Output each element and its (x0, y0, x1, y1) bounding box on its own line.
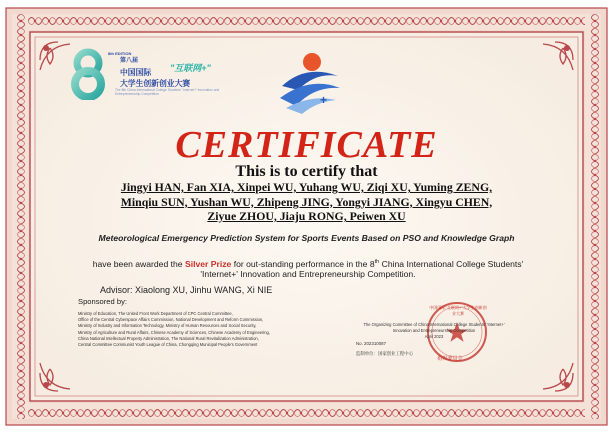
sponsored-label: Sponsored by: (78, 297, 127, 306)
competition-name-line1: 中国国际 (120, 68, 152, 77)
svg-text:+: + (320, 93, 328, 107)
sponsor-line: China National Intellectual Property Administration, The National Rural Revitalization Administration, (78, 335, 259, 341)
recipient-names-line-1: Jingyi HAN, Fan XIA, Xinpei WU, Yuhang WU, Ziqi XU, Yuming ZENG, (120, 180, 493, 194)
recipient-names-line-3: Ziyue ZHOU, Jiaju RONG, Peiwen XU (207, 209, 406, 223)
project-title: Meteorological Emergency Prediction System for Sports Events Based on PSO and Knowledge Graph (98, 233, 515, 243)
sponsor-line: Ministry of Agriculture and Rural Affairs, Chinese Academy of Sciences, Chinese Academy of Engineering, (78, 329, 270, 335)
award-statement (88, 257, 528, 280)
certificate-number: No. 202310087 (356, 341, 387, 346)
award-sup: th (374, 259, 380, 265)
organizing-committee-name: The Organizing Committee of China International College Students' 'Internet+' Innovation and Entrepreneurship Competition (363, 322, 505, 333)
competition-slogan: "互联网+" (170, 63, 211, 73)
competition-8-logo-icon (62, 48, 114, 100)
competition-subtitle-en: The 8th China International College Students' 'Internet+' Innovation and Entrepreneurship Competition (115, 88, 220, 96)
sponsor-line: Ministry of Education, The United Front Work Department of CPC Central Committee, (78, 311, 233, 316)
certify-line: This is to certify that (235, 163, 378, 180)
verification-unit: 监制单位：国家创业工程中心 (356, 351, 414, 356)
competition-emblem-icon (276, 46, 344, 118)
recipient-names-line-2: Minqiu SUN, Yushan WU, Zhipeng JING, Yongyi JIANG, Xingyu CHEN, (120, 194, 493, 209)
sponsor-line: Ministry of Industry and Information Technology, Ministry of Human Resources and Social Security, (78, 323, 257, 329)
organizing-committee (354, 322, 514, 340)
certificate-title: CERTIFICATE (175, 124, 438, 166)
award-prefix: have been awarded the (92, 258, 185, 269)
advisor-names: Xiaolong XU, Jinhu WANG, Xi NIE (135, 285, 273, 295)
seal-text-bottom: 组织委员会 (437, 356, 463, 362)
competition-edition-cn: 第八届 (120, 58, 139, 64)
sponsor-line: Office of the Central Cyberspace Affairs Commission, National Development and Reform Commission, (78, 317, 264, 323)
sponsor-list (78, 311, 363, 348)
prize-name: Silver Prize (184, 258, 232, 269)
recipient-names (90, 180, 523, 224)
advisor-label: Advisor: (100, 285, 136, 295)
advisor-line (100, 285, 272, 295)
sponsor-line: Central Committee Communist Youth League of China, Chongqing Municipal People's Government (78, 342, 258, 348)
competition-edition-tag: 8th EDITION (108, 51, 132, 56)
seal-text-top: 中国国际"互联网+"大学生创新创业大赛 (429, 305, 487, 316)
award-suffix: China International College Students' 'Internet+' Innovation and Entrepreneurship Competition. (200, 258, 524, 280)
award-mid: for out-standing performance in the 8 (231, 258, 375, 269)
competition-name-line2: 大学生创新创业大赛 (120, 79, 191, 88)
issue-date: April 2023 (424, 334, 444, 339)
